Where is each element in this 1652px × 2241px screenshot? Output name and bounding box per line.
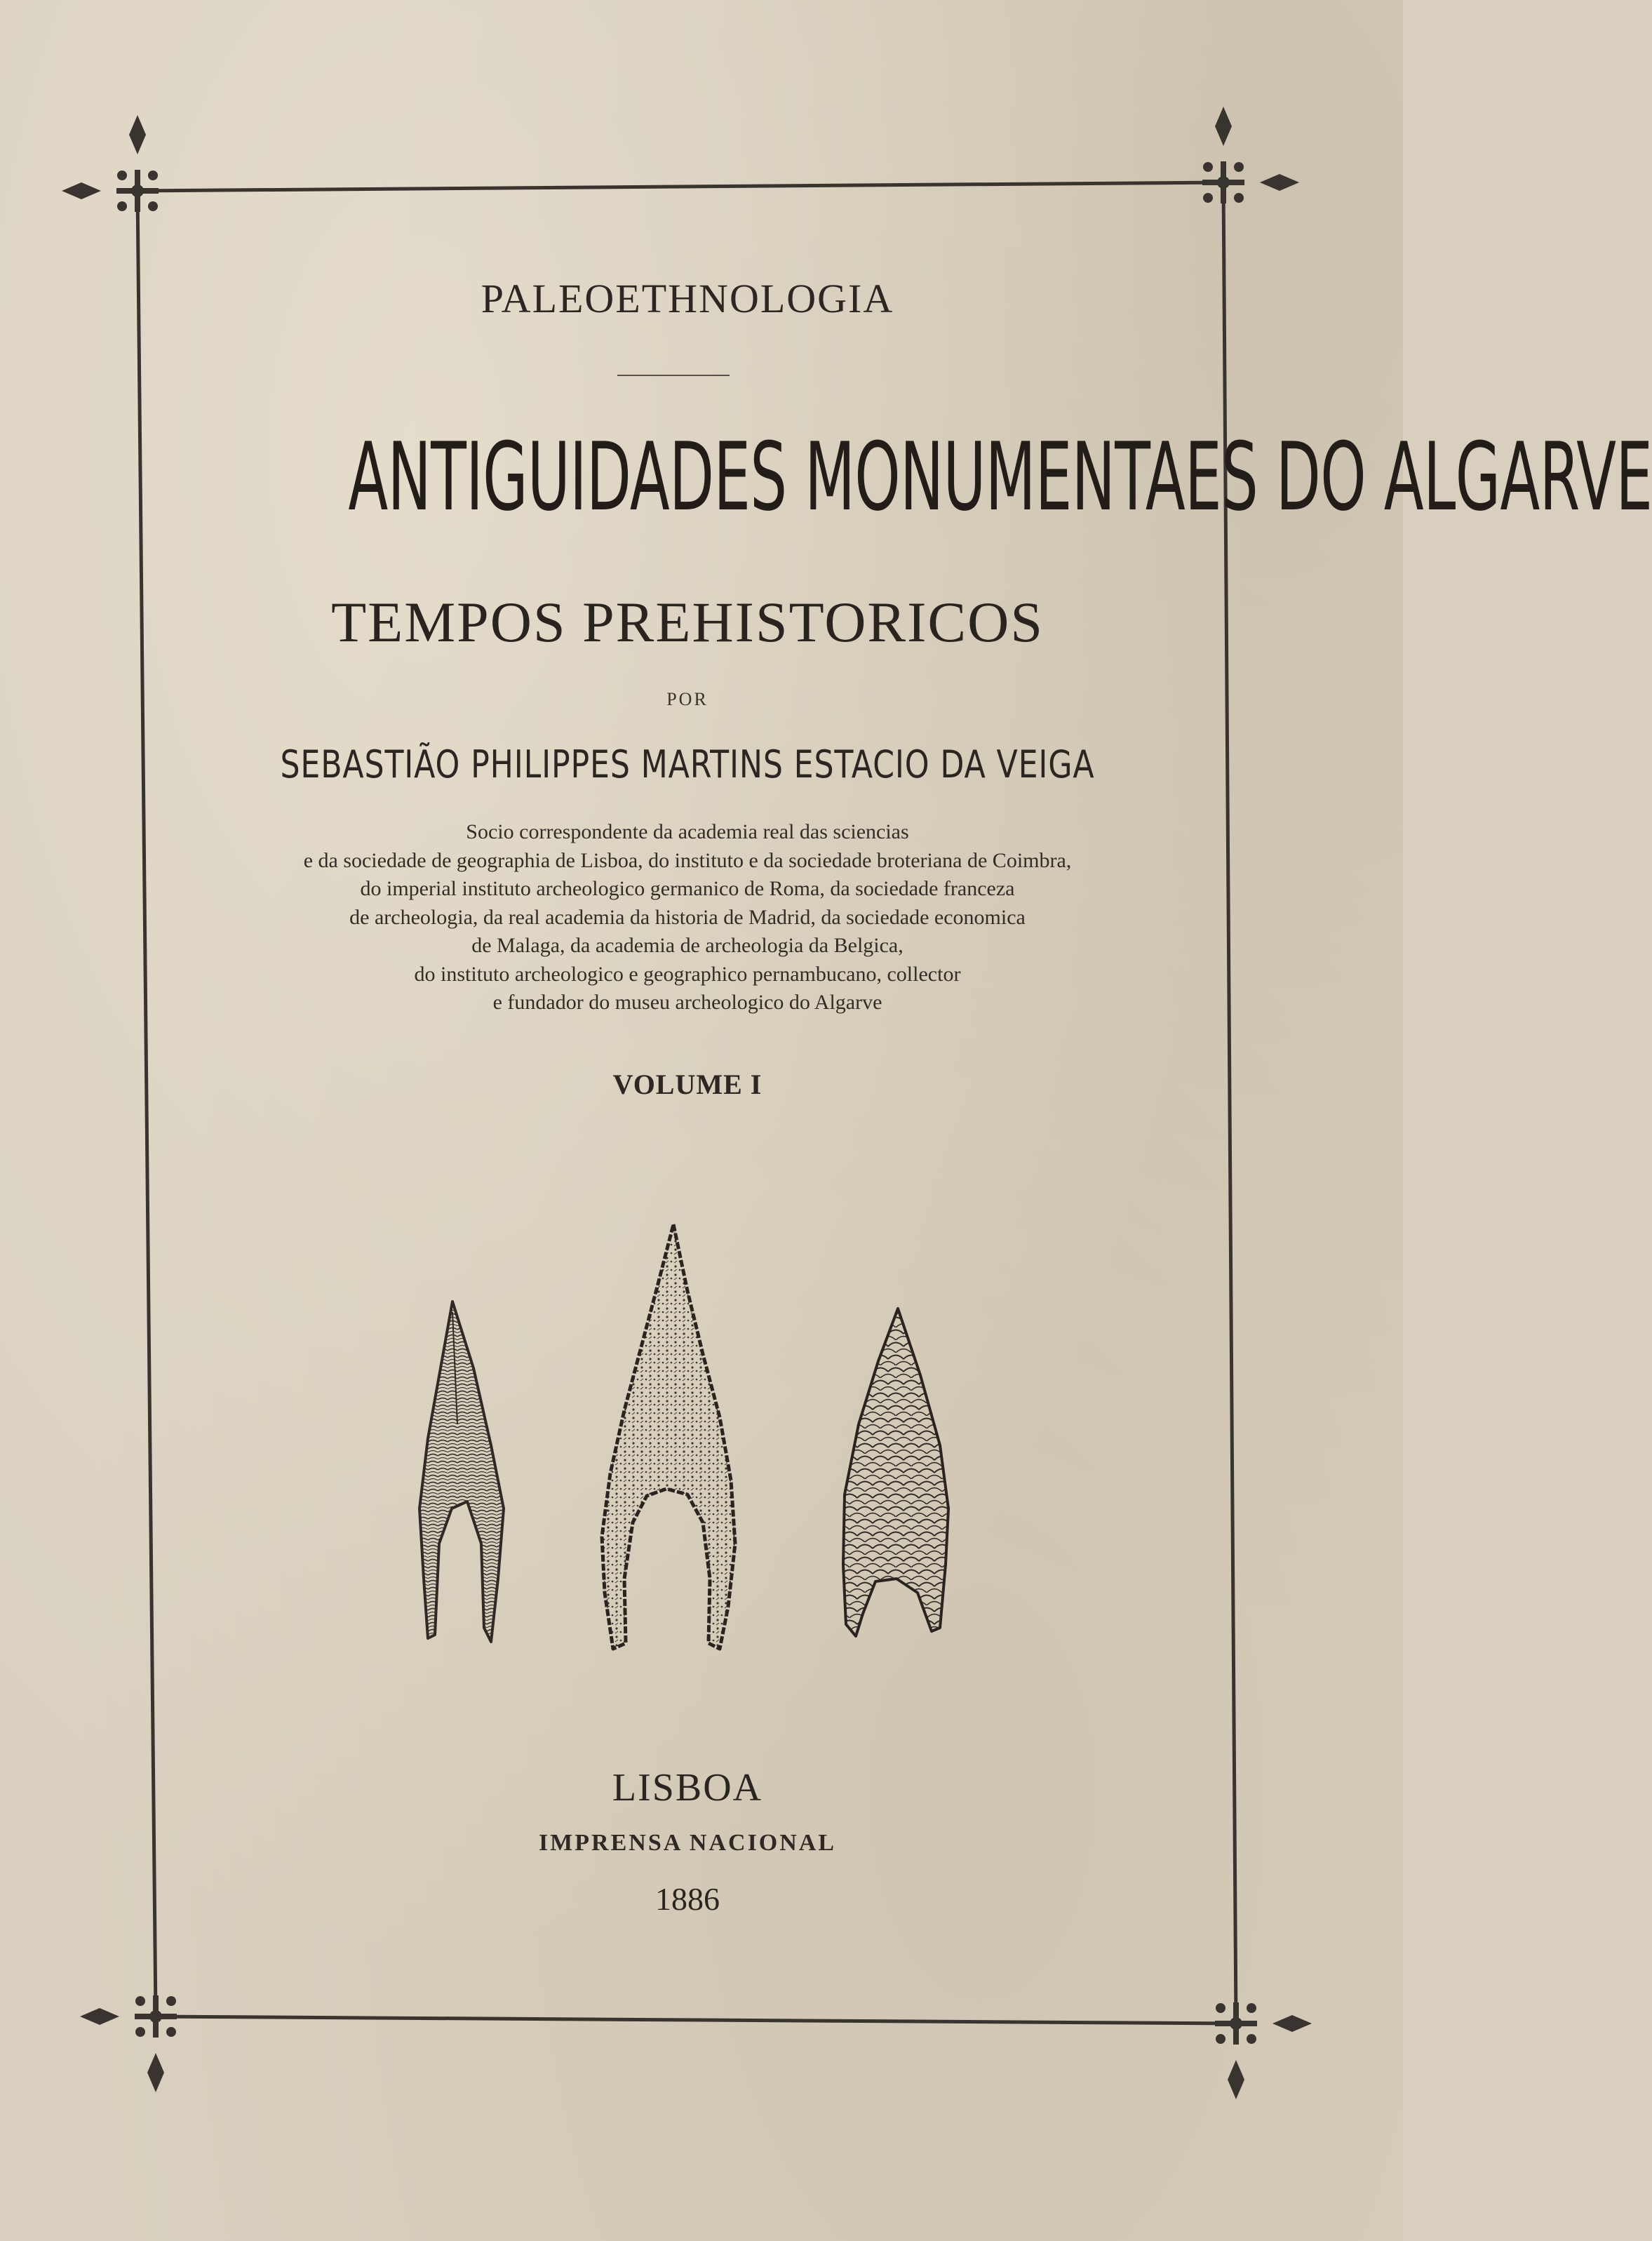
arrowhead-left-icon: [419, 1302, 504, 1642]
subject-heading: PALEOETHNOLOGIA: [481, 276, 894, 321]
book-subtitle: TEMPOS PREHISTORICOS: [331, 590, 1044, 654]
arrowhead-right-icon: [843, 1309, 948, 1636]
author-name: SEBASTIÃO PHILIPPES MARTINS ESTACIO DA VEIGA: [280, 742, 1095, 787]
title-divider: [617, 375, 730, 376]
printer-name: IMPRENSA NACIONAL: [538, 1830, 837, 1856]
credential-line: de archeologia, da real academia da historia de Madrid, da sociedade economica: [349, 905, 1026, 929]
corner-ornament-top-left: [62, 115, 159, 212]
author-credentials: [140, 818, 1235, 1017]
credential-line: do imperial instituto archeologico germanico de Roma, da sociedade franceza: [360, 877, 1015, 900]
arrowheads-illustration: [379, 1214, 1024, 1663]
credential-line: de Malaga, da academia de archeologia da Belgica,: [471, 934, 904, 957]
frame-bottom-line: [156, 2016, 1236, 2023]
frame-left-line: [137, 191, 156, 2016]
by-label: POR: [666, 689, 709, 709]
arrowhead-center-icon: [602, 1224, 735, 1649]
publication-place: LISBOA: [612, 1766, 763, 1809]
credential-line: do instituto archeologico e geographico pernambucano, collector: [414, 962, 961, 986]
publication-year: 1886: [655, 1881, 720, 1917]
credential-line: e fundador do museu archeologico do Algarve: [492, 991, 882, 1014]
credential-line: e da sociedade de geographia de Lisboa, do instituto e da sociedade broteriana de Coimbra,: [303, 848, 1072, 872]
corner-ornament-bottom-left: [80, 1995, 177, 2092]
credential-line: Socio correspondente da academia real das sciencias: [466, 820, 909, 843]
volume-label: VOLUME I: [612, 1069, 763, 1100]
frame-top-line: [137, 182, 1223, 191]
book-title: ANTIGUIDADES MONUMENTAES DO ALGARVE: [348, 422, 1652, 532]
corner-ornament-top-right: [1202, 107, 1299, 203]
corner-ornament-bottom-right: [1215, 2002, 1312, 2099]
